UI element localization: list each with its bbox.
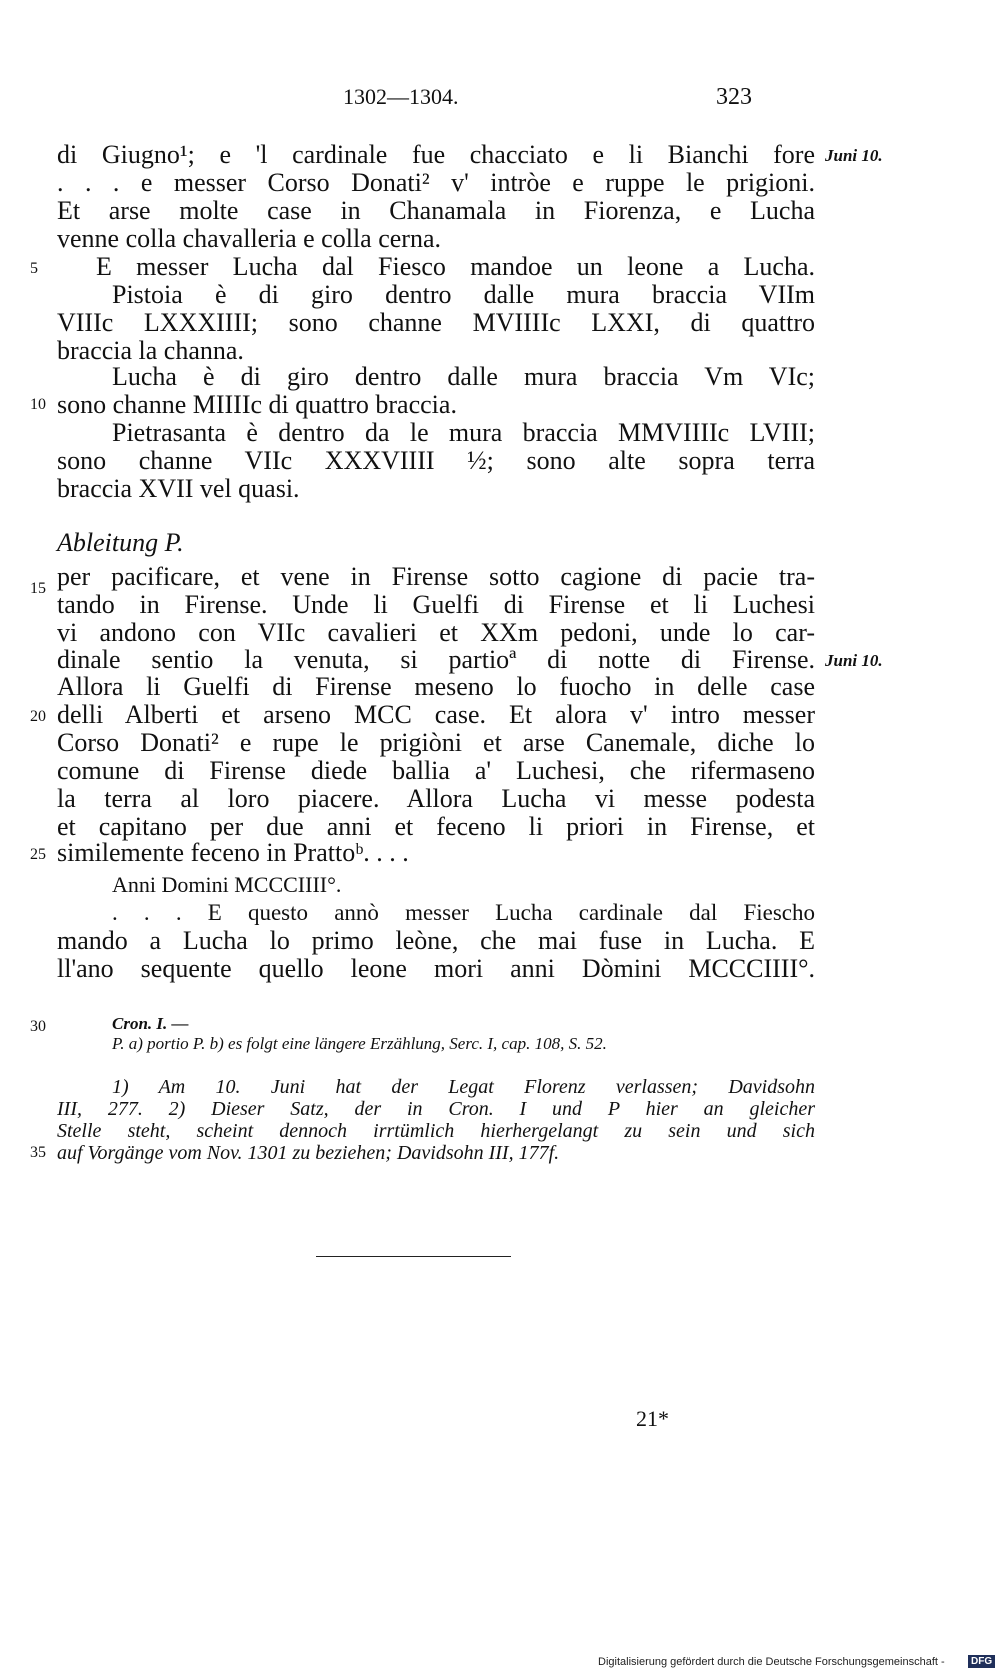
text-line: similemente feceno in Prattoᵇ. . . . [57, 838, 409, 867]
running-head: 1302—1304. [343, 84, 459, 109]
line-number: 20 [30, 708, 46, 725]
text-line: la terra al loro piacere. Allora Lucha vi messe podesta [57, 784, 815, 813]
line-number: 5 [30, 260, 38, 277]
dfg-logo: DFG [968, 1655, 995, 1668]
apparatus-line: P. a) portio P. b) es folgt eine längere Erzählung, Serc. I, cap. 108, S. 52. [112, 1034, 607, 1053]
text-line: et capitano per due anni et feceno li priori in Firense, et [57, 812, 815, 841]
footnote-line: Stelle steht, scheint dennoch irrtümlich hierhergelangt zu sein und sich [57, 1120, 815, 1142]
text-line: vi andono con VIIc cavalieri et XXm pedoni, unde lo car- [57, 618, 815, 647]
text-line: braccia XVII vel quasi. [57, 474, 300, 503]
footnote-line: III, 277. 2) Dieser Satz, der in Cron. I und P hier an gleicher [57, 1098, 815, 1120]
text-line: braccia la channa. [57, 336, 244, 365]
text-line: VIIIc LXXXIIII; sono channe MVIIIIc LXXI, di quattro [57, 308, 815, 337]
text-line: mando a Lucha lo primo leòne, che mai fuse in Lucha. E [57, 926, 815, 955]
text-line: comune di Firense diede ballia a' Luchesi, che rifermaseno [57, 756, 815, 785]
text-line: Pietrasanta è dentro da le mura braccia MMVIIIIc LVIII; [112, 418, 815, 447]
text-line: Corso Donati² e rupe le prigiòni et arse Canemale, diche lo [57, 728, 815, 757]
text-line: ll'ano sequente quello leone mori anni Dòmini MCCCIIII°. [57, 954, 815, 983]
dfg-notice: Digitalisierung gefördert durch die Deutsche Forschungsgemeinschaft - [598, 1656, 945, 1668]
footnote-line: auf Vorgänge vom Nov. 1301 zu beziehen; Davidsohn III, 177f. [57, 1142, 560, 1164]
line-number: 15 [30, 580, 46, 597]
separator-rule [316, 1256, 511, 1257]
text-line: Lucha è di giro dentro dalle mura braccia Vm VIc; [112, 362, 815, 391]
line-number: 35 [30, 1144, 46, 1161]
text-line: venne colla chavalleria e colla cerna. [57, 224, 441, 253]
text-line: tando in Firense. Unde li Guelfi di Firense et li Luchesi [57, 590, 815, 619]
text-line: di Giugno¹; e 'l cardinale fue chacciato e li Bianchi fore [57, 140, 815, 169]
text-line: Allora li Guelfi di Firense meseno lo fuocho in delle case [57, 672, 815, 701]
line-number: 10 [30, 396, 46, 413]
footnote-line: 1) Am 10. Juni hat der Legat Florenz verlassen; Davidsohn [112, 1076, 815, 1098]
line-number: 25 [30, 846, 46, 863]
margin-date-note: Juni 10. [825, 146, 883, 165]
signature-mark: 21* [636, 1406, 669, 1431]
text-line: E messer Lucha dal Fiesco mandoe un leone a Lucha. [96, 252, 815, 281]
text-line: delli Alberti et arseno MCC case. Et alora v' intro messer [57, 700, 815, 729]
text-line: . . . E questo annò messer Lucha cardinale dal Fiescho [112, 900, 815, 925]
text-line: . . . e messer Corso Donati² v' intròe e ruppe le prigioni. [57, 168, 815, 197]
text-line: Et arse molte case in Chanamala in Fiorenza, e Lucha [57, 196, 815, 225]
page-number: 323 [716, 84, 752, 110]
text-line: Pistoia è di giro dentro dalle mura braccia VIIm [112, 280, 815, 309]
text-line: sono channe MIIIIc di quattro braccia. [57, 390, 457, 419]
text-line: dinale sentio la venuta, si partioª di notte di Firense. [57, 645, 815, 674]
text-line: sono channe VIIc XXXVIIII ½; sono alte sopra terra [57, 446, 815, 475]
apparatus-line: Cron. I. — [112, 1014, 189, 1033]
section-heading: Ableitung P. [57, 528, 184, 557]
margin-date-note: Juni 10. [825, 651, 883, 670]
text-line: Anni Domini MCCCIIII°. [112, 872, 342, 897]
text-line: per pacificare, et vene in Firense sotto cagione di pacie tra- [57, 562, 815, 591]
line-number: 30 [30, 1018, 46, 1035]
